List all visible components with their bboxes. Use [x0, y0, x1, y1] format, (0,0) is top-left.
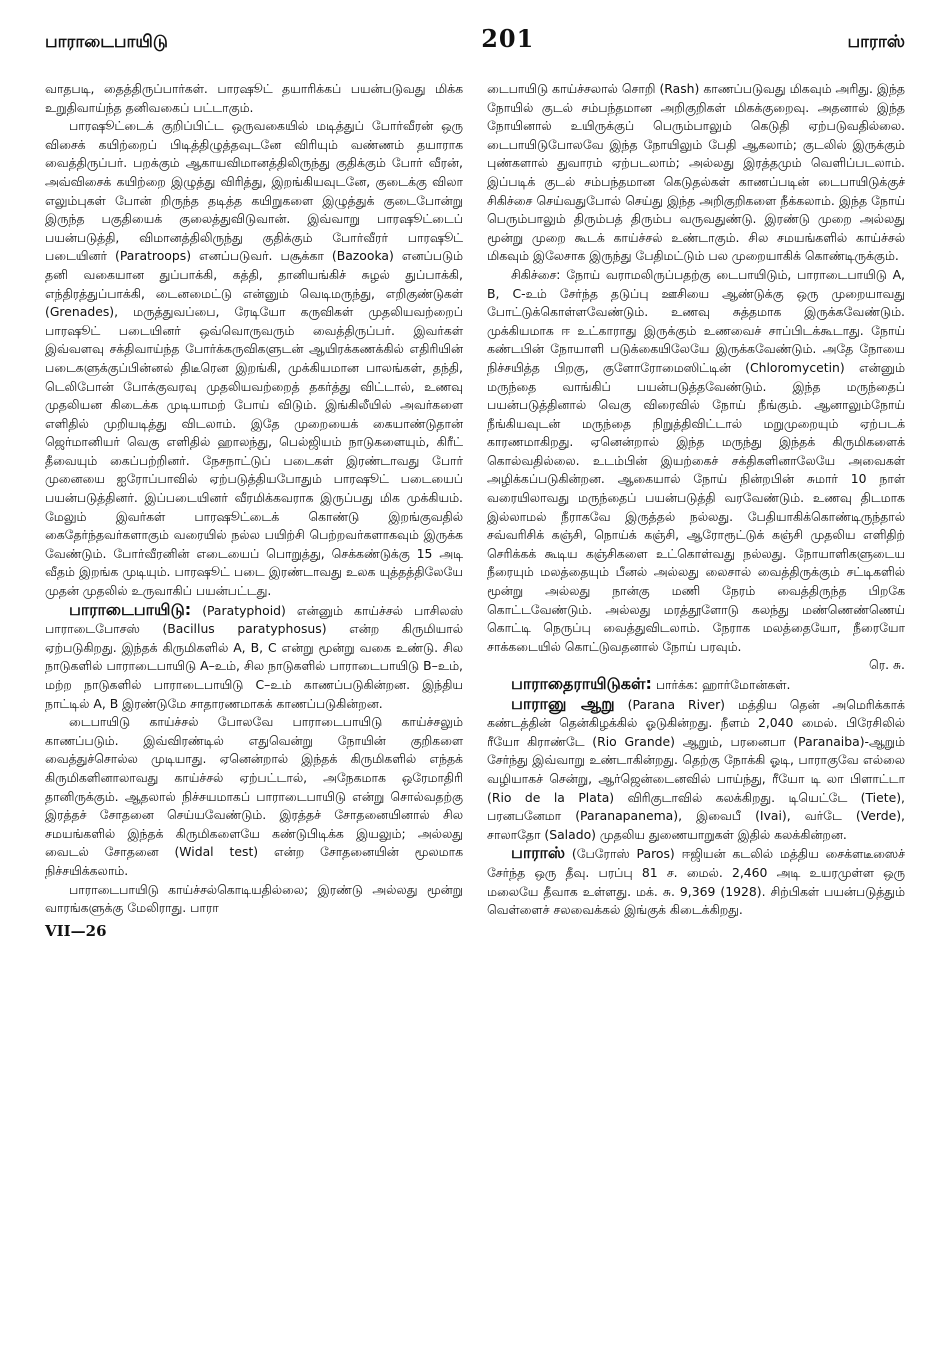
right-column [487, 80, 905, 940]
running-header [45, 24, 905, 60]
encyclopedia-entry [487, 844, 905, 919]
paragraph-text: பாரஷூட்டைக் குறிப்பிட்ட ஒருவகையில் மடித்துப் போர்வீரன் ஒரு விசைக் கயிற்றைப் பிடித்திழுத்தவுடனே விரியும் வண்ணம் தயாராக வைத்திருப்பர். பறக்கும் ஆகாயவிமானத்திலிருந்து குதிக்கும் போர் வீரன், அவ்விசைக் கயிற்றை இழுத்து விரித்து, இறங்கியவுடனே, குடைக்கு விலா எலும்புகள் போன் றிருந்த தடித்த கயிறுகளை இழுத்துக் குடைபோன்று இருந்த பகுதியைக் குலைத்துவிடுவான். இவ்வாறு பாரஷூட்டைப் பயன்படுத்தி, விமானத்திலிருந்து குதிக்கும் போர்வீரர் பாரஷூட் படையினர் (Paratroops) எனப்படுவர். பசூக்கா (Bazooka) எனப்படும் தனி வகையான துப்பாக்கி, கத்தி, தானியங்கிச் சுழல் துப்பாக்கி, எந்திரத்துப்பாக்கி, டைனமைட்டு என்னும் வெடிமருந்து, எறிகுண்டுகள் (Grenades), மருத்துவப்பை, ரேடியோ கருவிகள் முதலியவற்றைப் பாரஷூட் படையினர் ஒவ்வொருவரும் வைத்திருப்பர். இவர்கள் இவ்வளவு சக்திவாய்ந்த போர்க்கருவிகளுடன் ஆயிரக்கணக்கில் எதிரியின் படைகளுக்குப்பின்னல் திடீரென இறங்கி, முக்கியமான பாலங்கள், தந்தி, டெலிபோன் போக்குவரவு முதலியவற்றைத் தகர்த்து விட்டால், உணவு முதலியன கிடைக்க முடியாமற் போய் விடும். இங்கிலீயில் அவர்களை எளிதில் முறியடித்து விடலாம். இதே முறையைக் கையாண்டுதான் ஜெர்மானியர் வெகு எளிதில் ஹாலந்து, பெல்ஜியம் நாடுகளையும், கிரீட் தீவையும் கைப்பற்றினர். நேசநாட்டுப் படைகள் இரண்டாவது போர் முனையை ஐரோப்பாவில் ஏற்படுத்தியபோதும் பாரஷூட் படையைப் பயன்படுத்தினர். இப்படையினர் வீரமிக்கவராக இருப்பது மிக முக்கியம். மேலும் இவர்கள் பாரஷூட்டைக் கொண்டு இறங்குவதில் கைதேர்ந்தவர்களாகும் வரையில் நல்ல பயிற்சி பெற்றவர்களாகவும் இருக்க வேண்டும். போர்வீரனின் எடையைப் பொறுத்து, செக்கண்டுக்கு 15 அடி வீதம் இறங்க முடியும். பாரஷூட் படை இரண்டாவது உலக யுத்தத்திலேயே முதன் முதலில் உருவாகிப் பயன்பட்டது. [45, 118, 463, 599]
left-column [45, 80, 463, 940]
paragraph [45, 117, 463, 600]
folio-signature: VII—26 [45, 921, 107, 940]
paragraph-text: பார்க்க: ஹார்மோன்கள். [655, 677, 791, 692]
paragraph-text: ரெ. சு. [869, 657, 905, 673]
paragraph-text: டைபாயிடு காய்ச்சலால் சொறி (Rash) காணப்படுவது மிகவும் அரிது. இந்த நோயில் குடல் சம்பந்தமான அறிகுறிகள் மிகக்குறைவு. அதனால் இந்த நோயினால் உயிருக்குப் பெரும்பாலும் கெடுதி ஏற்படுவதில்லை. டைபாயிடுபோலவே இந்த நோயிலும் பேதி ஆகலாம்; குடலில் இருக்கும் புண்களால் துவாரம் ஏற்படலாம்; அல்லது இரத்தமும் வெளிப்படலாம். இப்படிக் குடல் சம்பந்தமான கெடுதல்கள் காணப்படின் டைபாயிடுக்குச் சிகிச்சை செய்வதுபோல் செய்து இந்த அறிகுறிகளை நீக்கலாம். இந்த நோய் பெரும்பாலும் திரும்பத் திரும்ப வருவதுண்டு. இரண்டு முறை அல்லது மூன்று முறை கூடக் காய்ச்சல் உண்டாகும். சில சமயங்களில் காய்ச்சல் மிகவும் இலேசாக இருந்து பேதிமட்டும் பல முறையாகிக் கொண்டிருக்கும். [487, 81, 905, 264]
entry-headword: பாரானு ஆறு [511, 693, 615, 713]
paragraph-text: வாதபடி, தைத்திருப்பார்கள். பாரஷூட் தயாரிக்கப் பயன்படுவது மிக்க உறுதிவாய்ந்த தனிவகைப் பட்டாகும். [45, 81, 463, 115]
paragraph-text: சிகிச்சை: நோய் வராமலிருப்பதற்கு டைபாயிடும், பாராடைபாயிடு A, B, C-உம் சேர்ந்த தடுப்பு ஊசியை ஆண்டுக்கு ஒரு முறையாவது போட்டுக்கொள்ளவேண்டும். உணவு சுத்தமாக இருக்கவேண்டும். முக்கியமாக ஈ உட்காராது இருக்கும் உணவைச் சாப்பிடக்கூடாது. நோய் கண்டபின் நோயாளி படுக்கையிலேயே இருக்கவேண்டும். அதே நோயை நிச்சயித்த பிறகு, குளோரோமைஸிட்டின் (Chloromycetin) என்னும் மருந்தை வாங்கிப் பயன்படுத்தவேண்டும். இந்த மருந்தைப் பயன்படுத்தினால் வெகு விரைவில் நோய் நீங்கும். ஆனாலும்நோய் நீங்கியவுடன் மருந்தை நிறுத்திவிட்டால் மறுமுறையும் ஏற்படக் காரணமாகிறது. ஏனென்றால் இந்த மருந்து இந்தக் கிருமிகளைக் கொல்வதில்லை. உடம்பின் இயற்கைச் சக்திகளினாலேயே அவைகள் அழிக்கப்படுகின்றன. ஆகையால் நோய் நின்றபின் சுமார் 10 நாள் வரையிலாவது மருந்தைப் பயன்படுத்தி வரவேண்டும். உணவு திடமாக இல்லாமல் நீராகவே இருத்தல் நல்லது. பேதியாகிக்கொண்டிருந்தால் சவ்வரிசிக் கஞ்சி, நொய்க் கஞ்சி, ஆரோரூட்டுக் கஞ்சி முதலிய எளிதிற் செரிக்கக் கூடிய கஞ்சிகளை உட்கொள்வது நல்லது. நோயாளிகளுடைய நீரையும் மலத்தையும் பீனல் அல்லது லைசால் வைத்திருக்கும் சட்டிகளில் மூன்று அல்லது நான்கு மணி நேரம் வைத்திருந்த பிறகே கொட்டவேண்டும். அல்லது மரத்தூளோடு கலந்து மண்ணெண்ணெய் கொட்டி நெருப்பு வைத்துவிடலாம். நேராக மலத்தையோ, நீரையோ சாக்கடையில் கொட்டுவதனால் நோய் பரவும். [487, 266, 905, 654]
entry-headword: பாராதைராயிடுகள்: [511, 674, 652, 693]
header-right-title: பாராஸ் [847, 32, 905, 52]
paragraph-text: (Parana River) மத்திய தென் அமெரிக்காக் கண்டத்தின் தென்கிழக்கில் ஓடுகின்றது. நீளம் 2,040 மைல். பிரேசிலில் ரீயோ கிராண்டே (Rio Grande) ஆறும், பரனைபா (Paranaiba)-ஆறும் சேர்ந்து இவ்வாறு உண்டாகின்றது. தெற்கு நோக்கி ஓடி, பாராகுவே எல்லை வழியாகச் சென்று, ஆர்ஜென்டைனவில் பாய்ந்து, ரீயோ டி லா பிளாட்டா (Rio de la Plata) விரிகுடாவில் கலக்கிறது. டியெட்டே (Tiete), பரனபனேமா (Paranapanema), இவைபீ (Ivai), வர்டே (Verde), சாலாதோ (Salado) முதலிய துணையாறுகள் இதில் கலக்கின்றன. [487, 696, 905, 842]
encyclopedia-entry [487, 675, 905, 695]
paragraph-text: (Paratyphoid) என்னும் காய்ச்சல் பாசிலஸ் பாராடைபோசஸ் (Bacillus paratyphosus) என்ற கிருமியால் ஏற்படுகிறது. இந்தக் கிருமிகளில் A, B, C என்று மூன்று வகை உண்டு. சில நாடுகளில் பாராடைபாயிடு A–உம், சில நாடுகளில் பாராடைபாயிடு B–உம், மற்ற நாடுகளில் பாராடைபாயிடு C–உம் காணப்படுகின்றன. இந்திய நாட்டில் A, B இரண்டுமே சாதாரணமாகக் காணப்படுகின்றன. [45, 602, 463, 711]
text-columns [45, 80, 905, 940]
encyclopedia-entry [45, 601, 463, 714]
paragraph-text: (பேரோஸ் Paros) ஈஜியன் கடலில் மத்திய சைக்ளடீஸைச் சேர்ந்த ஒரு தீவு. பரப்பு 81 ச. மைல். 2,460 அடி உயரமுள்ள ஒரு மலையே தீவாக உள்ளது. மக். சு. 9,369 (1928). சிற்பிகள் பயன்படுத்தும் வெள்ளைச் சலவைக்கல் இங்குக் கிடைக்கிறது. [487, 846, 905, 918]
author-initials [487, 656, 905, 675]
paragraph [45, 80, 463, 117]
paragraph-text: பாராடைபாயிடு காய்ச்சல்கொடியதில்லை; இரண்டு அல்லது மூன்று வாரங்களுக்கு மேலிராது. பாரா [45, 881, 463, 916]
paragraph [45, 881, 463, 918]
page-number: 201 [481, 24, 535, 53]
encyclopedia-entry [487, 695, 905, 845]
paragraph-text: டைபாயிடு காய்ச்சல் போலவே பாராடைபாயிடு காய்ச்சலும் காணப்படும். இவ்விரண்டில் எதுவென்று நோயின் குறிகளை வைத்துச்சொல்ல முடியாது. ஏனென்றால் இந்தக் கிருமிகளில் எந்தக் கிருமிகளினாலாவது காய்ச்சல் ஏற்பட்டால், அநேகமாக ஒரேமாதிரி தானிருக்கும். ஆதலால் நிச்சயமாகப் பாராடைபாயிடு என்று சொல்வதற்கு இரத்தச் சோதனை செய்யவேண்டும். இரத்தச் சோதனையினால் சில சமயங்களில் இந்தக் கிருமிகளையே கண்டுபிடிக்க இயலும்; அல்லது வைடல் சோதனை (Widal test) என்ற சோதனையின் மூலமாக நிச்சயிக்கலாம். [45, 714, 463, 878]
entry-headword: பாராஸ் [511, 843, 566, 863]
entry-headword: பாராடைபாயிடு: [69, 599, 192, 619]
paragraph [487, 266, 905, 656]
paragraph [45, 713, 463, 880]
header-left-title: பாராடைபாயிடு [45, 32, 168, 52]
paragraph [487, 80, 905, 266]
